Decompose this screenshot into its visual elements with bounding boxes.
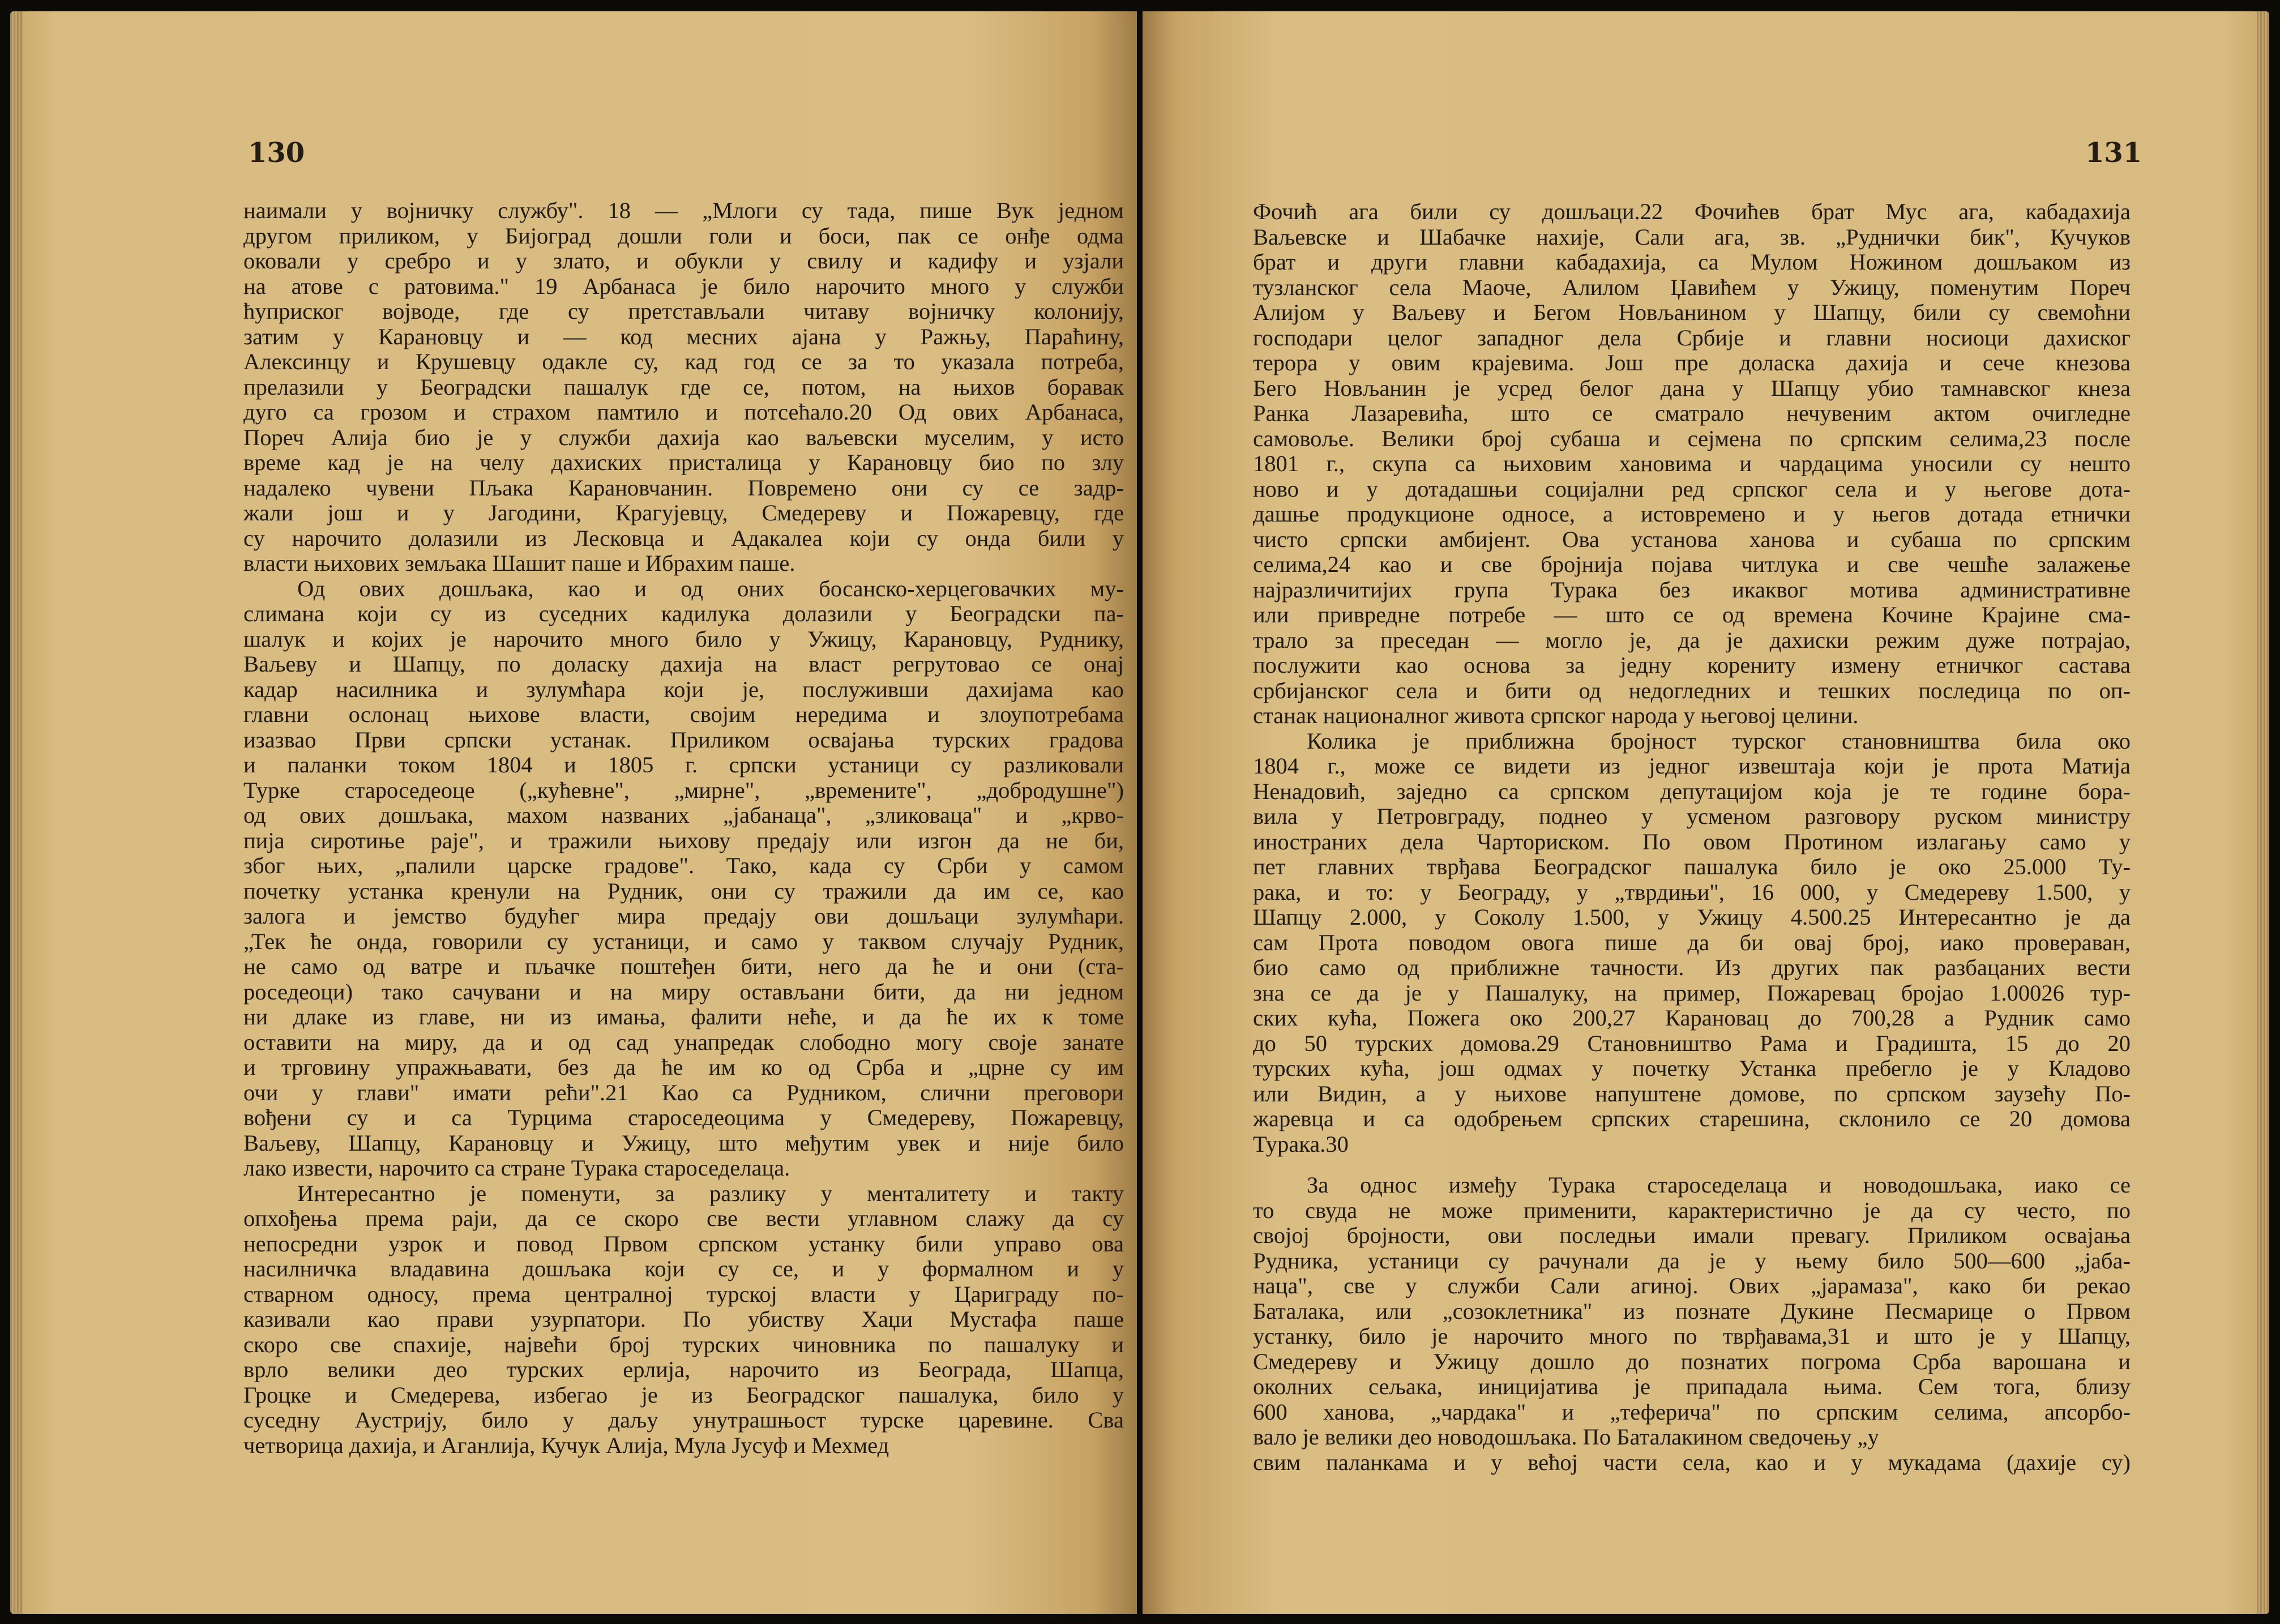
text-line: су нарочито долазили из Лесковца и Адакалеа који су онда били у — [243, 525, 1124, 551]
text-line: пија сиротиње раје", и тражили њихову предају или изгон да не би, — [243, 828, 1124, 853]
text-line: наимали у војничку службу". 18 — „Млоги су тада, пише Вук једном — [243, 198, 1124, 223]
text-line: на атове с ратовима." 19 Арбанаса је било нарочито много у служби — [243, 273, 1124, 299]
right-page — [1143, 11, 2269, 1614]
text-line: Ранка Лазаревића, што се сматрало нечувеним актом очигледне — [1253, 401, 2131, 426]
text-line: устанку, било је нарочито много по тврђавама,31 и што је у Шапцу, — [1253, 1324, 2131, 1349]
text-line: најразличитијих група Турака без икаквог мотива административне — [1253, 577, 2131, 602]
page-number: 130 — [248, 137, 305, 169]
text-line: почетку устанка кренули на Рудник, они су тражили да им се, као — [243, 878, 1124, 904]
text-line: главни ослонац њихове власти, својим нередима и злоупотребама — [243, 702, 1124, 727]
text-line: дашње продукционе односе, а истовремено и у његов дотада етнички — [1253, 502, 2131, 527]
text-line: чисто српски амбијент. Ова установа ханова и субаша по српским — [1253, 527, 2131, 552]
text-line: ских кућа, Пожега око 200,27 Карановац до 700,28 а Рудник само — [1253, 1006, 2131, 1031]
text-line: стварном односу, према централној турској власти у Цариграду по- — [243, 1281, 1124, 1307]
text-line: од ових дошљака, махом названих „јабанаца", „зликоваца" и „крво- — [243, 803, 1124, 828]
text-line: станак националног живота српског народа у његовој целини. — [1253, 703, 1859, 728]
text-line: самовоље. Велики број субаша и сејмена по српским селима,23 после — [1253, 426, 2131, 451]
text-line: „Тек ће онда, говорили су устаници, и само у таквом случају Рудник, — [243, 929, 1124, 954]
text-line: био само од приближне тачности. Из других пак разбацаних вести — [1253, 955, 2131, 980]
text-line: иностраних дела Чарториском. По овом Протином излагању само у — [1253, 829, 2131, 854]
text-line: пет главних тврђава Београдског пашалука било је око 25.000 Ту- — [1253, 854, 2131, 879]
text-line: својој бројности, ови последњи имали превагу. Приликом освајања — [1253, 1223, 2131, 1248]
text-line: оковали у сребро и у злато, и обукли у свилу и кадифу и узјали — [243, 249, 1124, 273]
text-line: насилничка владавина дошљака који су се, и у формалном и у — [243, 1257, 1124, 1281]
left-page-text — [243, 198, 1124, 1458]
page-edge — [2257, 11, 2269, 1614]
paragraph-gap — [1253, 1157, 2131, 1173]
text-line: србијанског села и бити од недогледних и тешких последица по оп- — [1253, 678, 2131, 703]
text-line: жали још и у Јагодини, Крагујевцу, Смедереву и Пожаревцу, где — [243, 501, 1124, 525]
text-line: очи у глави" имати рећи".21 Као са Рудником, слични преговори — [243, 1080, 1124, 1105]
text-line: изазвао Први српски устанак. Приликом освајања турских градова — [243, 727, 1124, 753]
right-page-text — [1253, 199, 2131, 1475]
text-line: сам Прота поводом овога пише да би овај број, иако провераван, — [1253, 930, 2131, 955]
text-line: надалеко чувени Пљака Карановчанин. Повремено они су се задр- — [243, 475, 1124, 501]
text-line: залога и јемство будућег мира предају ови дошљаци зулумћари. — [243, 904, 1124, 929]
text-line: скоро све спахије, највећи број турских чиновника по пашалуку и — [243, 1332, 1124, 1357]
text-line: Ваљеву, Шапцу, Карановцу и Ужицу, што међутим увек и није било — [243, 1130, 1124, 1156]
text-line: господари целог западног дела Србије и главни носиоци дахиског — [1253, 325, 2131, 351]
text-line: прелазили у Београдски пашалук где се, потом, на њихов боравак — [243, 374, 1124, 400]
text-line: суседну Аустрију, било у даљу унутрашњост турске царевине. Сва — [243, 1408, 1124, 1433]
text-line: не само од ватре и пљачке поштеђен бити, него да ће и они (ста- — [243, 954, 1124, 979]
text-line: Алијом у Ваљеву и Бегом Новљанином у Шапцу, били су свемоћни — [1253, 300, 2131, 325]
text-line: Колика је приближна бројност турског становништва била око — [1307, 728, 2131, 754]
text-line: Интересантно је поменути, за разлику у менталитету и такту — [297, 1181, 1124, 1206]
text-line: Ненадовић, заједно са српском депутацијом која је те године бора- — [1253, 779, 2131, 804]
text-line: вало је велики део новодошљака. По Баталакином сведочењу „у — [1253, 1425, 1879, 1450]
text-line: казивали као прави узурпатори. По убиству Хаџи Мустафа паше — [243, 1307, 1124, 1332]
text-line: роседеоци) тако сачувани и на миру остављани бити, да ни једном — [243, 979, 1124, 1005]
text-line: Гроцке и Смедерева, избегао је из Београдског пашалука, било у — [243, 1382, 1124, 1408]
text-line: вођени су и са Турцима староседеоцима у Смедереву, Пожаревцу, — [243, 1105, 1124, 1130]
text-line: свим паланкама и у већој части села, као и у мукадама (дахије су) — [1253, 1450, 2131, 1475]
text-line: Турке староседеоце („кућевне", „мирне", „времените", „добродушне") — [243, 777, 1124, 803]
text-line: терора у овим крајевима. Још пре доласка дахија и сече кнезова — [1253, 351, 2131, 375]
text-line: ћуприског војводе, где су претстављали читаву војничку колонију, — [243, 299, 1124, 324]
text-line: Баталака, или „созоклетника" из познате Дукине Песмарице о Првом — [1253, 1298, 2131, 1324]
text-line: слимана који су из суседних кадилука долазили у Београдски па- — [243, 601, 1124, 626]
text-line: шалук и којих је нарочито много било у Ужицу, Карановцу, Руднику, — [243, 626, 1124, 652]
text-line: Шапцу 2.000, у Соколу 1.500, у Ужицу 4.500.25 Интересантно је да — [1253, 905, 2131, 930]
text-line: опхођења према раји, да се скоро све вести углавном слажу да су — [243, 1206, 1124, 1231]
text-line: и паланки током 1804 и 1805 г. српски устаници су разликовали — [243, 753, 1124, 777]
text-line: трало за преседан — могло је, да је дахиски режим дуже потрајао, — [1253, 627, 2131, 653]
left-page — [10, 11, 1137, 1614]
text-line: тузланског села Маоче, Алилом Џавићем у Ужицу, поменутим Пореч — [1253, 275, 2131, 300]
text-line: Пореч Алија био је у служби дахија као ваљевски муселим, у исто — [243, 425, 1124, 450]
text-line: Алексинцу и Крушевцу одакле су, кад год се за то указала потреба, — [243, 349, 1124, 374]
text-line: вила у Петровграду, поднео у усменом разговору руском министру — [1253, 804, 2131, 829]
text-line: оставити на миру, да и од сад унапредак слободно могу своје занате — [243, 1029, 1124, 1055]
text-line: турских кућа, још одмах у почетку Устанка пребегло је у Кладово — [1253, 1056, 2131, 1081]
page-edge — [10, 11, 23, 1614]
text-line: и трговину упражњавати, без да ће им ко од Срба и „црне су им — [243, 1055, 1124, 1080]
text-line: затим у Карановцу и — код месних ајана у Ражњу, Параћину, — [243, 324, 1124, 349]
text-line: због њих, „палили царске градове". Тако, када су Срби у самом — [243, 853, 1124, 878]
text-line: Од ових дошљака, као и од оних босанско-херцеговачких му- — [297, 576, 1124, 601]
text-line: 600 ханова, „чардака" и „теферича" по српским селима, апсорбо- — [1253, 1399, 2131, 1425]
text-line: време кад је на челу дахиских присталица у Карановцу био по злу — [243, 450, 1124, 475]
text-line: Фочић ага били су дошљаци.22 Фочићев брат Мус ага, кабадахија — [1253, 199, 2131, 224]
text-line: врло велики део турских ерлија, нарочито из Београда, Шапца, — [243, 1357, 1124, 1382]
text-line: или привредне потребе — што се од времена Кочине Крајине сма- — [1253, 602, 2131, 627]
text-line: жаревца и са одобрењем српских старешина, склонило се 20 домова — [1253, 1106, 2131, 1131]
text-line: ни длаке из главе, ни из имања, фалити неће, и да ће их к томе — [243, 1005, 1124, 1029]
text-line: брат и други главни кабадахија, са Мулом Ножином дошљаком из — [1253, 250, 2131, 275]
text-line: наца", све у служби Сали агиној. Ових „јарамаза", како би рекао — [1253, 1273, 2131, 1298]
text-line: четворица дахија, и Аганлија, Кучук Алија, Мула Јусуф и Мехмед — [243, 1433, 889, 1458]
text-line: лако извести, нарочито са стране Турака староседелаца. — [243, 1156, 790, 1181]
text-line: Ваљеву и Шапцу, по доласку дахија на власт регрутовао се онај — [243, 652, 1124, 677]
text-line: околних сељака, иницијатива је припадала њима. Сем тога, близу — [1253, 1374, 2131, 1399]
text-line: 1804 г., може се видети из једног извештаја који је прота Матија — [1253, 754, 2131, 779]
page-number: 131 — [2085, 137, 2142, 169]
text-line: кадар насилника и зулумћара који је, послуживши дахијама као — [243, 677, 1124, 702]
text-line: Смедереву и Ужицу дошло до познатих погрома Срба варошана и — [1253, 1349, 2131, 1374]
text-line: 1801 г., скупа са њиховим хановима и чардацима уносили су нешто — [1253, 451, 2131, 476]
text-line: или Видин, а у њихове напуштене домове, по српском заузећу По- — [1253, 1081, 2131, 1106]
text-line: рака, и то: у Београду, у „тврдињи", 16 000, у Смедереву 1.500, у — [1253, 879, 2131, 905]
text-line: ново и у дотадашњи социјални ред српског села и у његове дота- — [1253, 476, 2131, 502]
text-line: власти њихових земљака Шашит паше и Ибрахим паше. — [243, 551, 795, 576]
text-line: Рудника, устаници су рачунали да је у њему било 500—600 „јаба- — [1253, 1248, 2131, 1273]
text-line: За однос између Турака староседелаца и новодошљака, иако се — [1307, 1173, 2131, 1198]
text-line: до 50 турских домова.29 Становништво Рама и Градишта, 15 до 20 — [1253, 1031, 2131, 1056]
text-line: то свуда не може применити, карактеристично је да су често, по — [1253, 1198, 2131, 1223]
text-line: зна се да је у Пашалуку, на пример, Пожаревац бројао 1.00026 тур- — [1253, 980, 2131, 1006]
text-line: дуго са грозом и страхом памтило и потсећало.20 Од ових Арбанаса, — [243, 400, 1124, 425]
text-line: селима,24 као и све бројнија појава читлука и све чешће залажење — [1253, 552, 2131, 577]
text-line: послужити као основа за једну корениту измену етничког састава — [1253, 653, 2131, 678]
text-line: Ваљевске и Шабачке нахије, Сали ага, зв. „Руднички бик", Кучуков — [1253, 224, 2131, 250]
text-line: другом приликом, у Бијоград дошли голи и боси, пак се онђе одма — [243, 223, 1124, 249]
text-line: непосредни узрок и повод Првом српском устанку били управо ова — [243, 1231, 1124, 1257]
text-line: Турака.30 — [1253, 1131, 1349, 1157]
text-line: Бего Новљанин је усред белог дана у Шапцу убио тамнавског кнеза — [1253, 375, 2131, 401]
